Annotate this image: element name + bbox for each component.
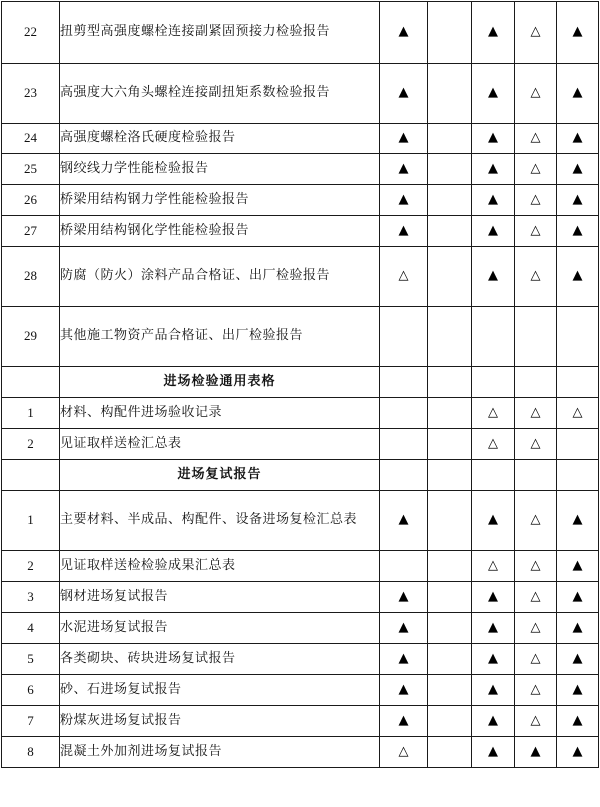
mark-cell: [428, 491, 472, 551]
mark-cell: [515, 154, 557, 185]
item-name: 钢材进场复试报告: [60, 582, 380, 613]
mark-cell: [472, 491, 515, 551]
mark-cell: [472, 706, 515, 737]
mark-cell: [428, 124, 472, 154]
mark-cell: [428, 675, 472, 706]
filled-triangle-icon: ▲: [488, 222, 498, 238]
filled-triangle-icon: ▲: [572, 743, 583, 759]
mark-cell: [515, 582, 557, 613]
item-name: 主要材料、半成品、构配件、设备进场复检汇总表: [60, 491, 380, 551]
mark-cell: [472, 582, 515, 613]
mark-cell: [380, 551, 428, 582]
mark-cell: [515, 367, 557, 398]
row-number: 23: [2, 64, 60, 124]
item-name: 粉煤灰进场复试报告: [60, 706, 380, 737]
table-row: [2, 491, 599, 551]
filled-triangle-icon: ▲: [488, 85, 498, 101]
item-name: 其他施工物资产品合格证、出厂检验报告: [60, 307, 380, 367]
filled-triangle-icon: ▲: [488, 268, 498, 284]
hollow-triangle-icon: △: [530, 222, 541, 238]
document-table: [1, 1, 599, 768]
table-row: [2, 737, 599, 768]
mark-cell: [472, 737, 515, 768]
hollow-triangle-icon: △: [530, 512, 541, 528]
mark-cell: [472, 216, 515, 247]
filled-triangle-icon: ▲: [398, 619, 409, 635]
filled-triangle-icon: ▲: [572, 268, 583, 284]
row-number: 27: [2, 216, 60, 247]
mark-cell: [428, 64, 472, 124]
mark-cell: [515, 706, 557, 737]
item-name: 高强度螺栓洛氏硬度检验报告: [60, 124, 380, 154]
mark-cell: [472, 247, 515, 307]
row-number: 6: [2, 675, 60, 706]
mark-cell: [472, 185, 515, 216]
mark-cell: [557, 185, 599, 216]
hollow-triangle-icon: △: [398, 268, 409, 284]
mark-cell: [557, 247, 599, 307]
mark-cell: [380, 737, 428, 768]
hollow-triangle-icon: △: [488, 404, 498, 420]
item-name: 桥梁用结构钢化学性能检验报告: [60, 216, 380, 247]
mark-cell: [380, 429, 428, 460]
mark-cell: [428, 706, 472, 737]
filled-triangle-icon: ▲: [572, 681, 583, 697]
row-number: 8: [2, 737, 60, 768]
mark-cell: [428, 2, 472, 64]
mark-cell: [472, 460, 515, 491]
mark-cell: [472, 307, 515, 367]
table-row: [2, 613, 599, 644]
row-number: 1: [2, 491, 60, 551]
row-number: 7: [2, 706, 60, 737]
mark-cell: [428, 613, 472, 644]
mark-cell: [428, 460, 472, 491]
item-name: 钢绞线力学性能检验报告: [60, 154, 380, 185]
section-number-cell: [2, 367, 60, 398]
hollow-triangle-icon: △: [530, 712, 541, 728]
item-name: 水泥进场复试报告: [60, 613, 380, 644]
item-name: 桥梁用结构钢力学性能检验报告: [60, 185, 380, 216]
filled-triangle-icon: ▲: [398, 588, 409, 604]
section-header-row: [2, 367, 599, 398]
filled-triangle-icon: ▲: [398, 160, 409, 176]
mark-cell: [557, 398, 599, 429]
mark-cell: [515, 737, 557, 768]
filled-triangle-icon: ▲: [488, 588, 498, 604]
item-name: 各类砌块、砖块进场复试报告: [60, 644, 380, 675]
mark-cell: [515, 429, 557, 460]
filled-triangle-icon: ▲: [398, 712, 409, 728]
table-row: [2, 307, 599, 367]
mark-cell: [380, 124, 428, 154]
mark-cell: [515, 491, 557, 551]
mark-cell: [557, 367, 599, 398]
filled-triangle-icon: ▲: [398, 681, 409, 697]
hollow-triangle-icon: △: [398, 743, 409, 759]
mark-cell: [557, 307, 599, 367]
filled-triangle-icon: ▲: [572, 191, 583, 207]
item-name: 见证取样送检检验成果汇总表: [60, 551, 380, 582]
filled-triangle-icon: ▲: [398, 85, 409, 101]
filled-triangle-icon: ▲: [572, 619, 583, 635]
filled-triangle-icon: ▲: [572, 712, 583, 728]
mark-cell: [380, 644, 428, 675]
mark-cell: [515, 64, 557, 124]
filled-triangle-icon: ▲: [488, 743, 498, 759]
mark-cell: [380, 307, 428, 367]
filled-triangle-icon: ▲: [572, 222, 583, 238]
mark-cell: [428, 398, 472, 429]
item-name: 砂、石进场复试报告: [60, 675, 380, 706]
table-row: [2, 675, 599, 706]
mark-cell: [557, 460, 599, 491]
hollow-triangle-icon: △: [530, 191, 541, 207]
item-name: 防腐（防火）涂料产品合格证、出厂检验报告: [60, 247, 380, 307]
mark-cell: [428, 429, 472, 460]
mark-cell: [515, 551, 557, 582]
mark-cell: [380, 675, 428, 706]
mark-cell: [380, 247, 428, 307]
mark-cell: [428, 551, 472, 582]
mark-cell: [472, 429, 515, 460]
hollow-triangle-icon: △: [530, 24, 541, 40]
section-header-row: [2, 460, 599, 491]
mark-cell: [557, 124, 599, 154]
mark-cell: [472, 398, 515, 429]
mark-cell: [472, 675, 515, 706]
hollow-triangle-icon: △: [530, 268, 541, 284]
row-number: 25: [2, 154, 60, 185]
mark-cell: [515, 216, 557, 247]
mark-cell: [557, 154, 599, 185]
table-row: [2, 582, 599, 613]
mark-cell: [557, 491, 599, 551]
mark-cell: [515, 675, 557, 706]
mark-cell: [557, 644, 599, 675]
filled-triangle-icon: ▲: [572, 588, 583, 604]
mark-cell: [557, 706, 599, 737]
filled-triangle-icon: ▲: [488, 650, 498, 666]
table-body: [2, 2, 599, 768]
filled-triangle-icon: ▲: [572, 24, 583, 40]
table-row: [2, 429, 599, 460]
mark-cell: [472, 124, 515, 154]
mark-cell: [472, 154, 515, 185]
table-row: [2, 706, 599, 737]
table-row: [2, 247, 599, 307]
mark-cell: [428, 582, 472, 613]
mark-cell: [428, 737, 472, 768]
mark-cell: [557, 613, 599, 644]
hollow-triangle-icon: △: [530, 681, 541, 697]
mark-cell: [472, 644, 515, 675]
mark-cell: [472, 551, 515, 582]
mark-cell: [380, 460, 428, 491]
filled-triangle-icon: ▲: [488, 24, 498, 40]
mark-cell: [380, 367, 428, 398]
filled-triangle-icon: ▲: [530, 743, 541, 759]
filled-triangle-icon: ▲: [398, 222, 409, 238]
section-title: 进场复试报告: [60, 460, 380, 491]
filled-triangle-icon: ▲: [488, 160, 498, 176]
row-number: 24: [2, 124, 60, 154]
filled-triangle-icon: ▲: [572, 85, 583, 101]
mark-cell: [515, 247, 557, 307]
item-name: 混凝土外加剂进场复试报告: [60, 737, 380, 768]
mark-cell: [428, 216, 472, 247]
mark-cell: [380, 613, 428, 644]
hollow-triangle-icon: △: [530, 435, 541, 451]
hollow-triangle-icon: △: [530, 160, 541, 176]
mark-cell: [380, 216, 428, 247]
mark-cell: [515, 644, 557, 675]
section-title: 进场检验通用表格: [60, 367, 380, 398]
hollow-triangle-icon: △: [530, 619, 541, 635]
row-number: 1: [2, 398, 60, 429]
mark-cell: [380, 398, 428, 429]
table-row: [2, 551, 599, 582]
row-number: 4: [2, 613, 60, 644]
hollow-triangle-icon: △: [530, 588, 541, 604]
mark-cell: [472, 367, 515, 398]
filled-triangle-icon: ▲: [398, 191, 409, 207]
hollow-triangle-icon: △: [530, 130, 541, 146]
filled-triangle-icon: ▲: [572, 650, 583, 666]
row-number: 29: [2, 307, 60, 367]
mark-cell: [557, 216, 599, 247]
row-number: 22: [2, 2, 60, 64]
filled-triangle-icon: ▲: [488, 512, 498, 528]
filled-triangle-icon: ▲: [488, 130, 498, 146]
mark-cell: [515, 398, 557, 429]
row-number: 2: [2, 429, 60, 460]
mark-cell: [557, 64, 599, 124]
filled-triangle-icon: ▲: [572, 130, 583, 146]
table-row: [2, 124, 599, 154]
filled-triangle-icon: ▲: [398, 512, 409, 528]
filled-triangle-icon: ▲: [572, 512, 583, 528]
filled-triangle-icon: ▲: [488, 712, 498, 728]
mark-cell: [515, 124, 557, 154]
mark-cell: [557, 551, 599, 582]
item-name: 材料、构配件进场验收记录: [60, 398, 380, 429]
filled-triangle-icon: ▲: [572, 160, 583, 176]
mark-cell: [428, 307, 472, 367]
mark-cell: [380, 64, 428, 124]
mark-cell: [428, 644, 472, 675]
item-name: 高强度大六角头螺栓连接副扭矩系数检验报告: [60, 64, 380, 124]
filled-triangle-icon: ▲: [488, 191, 498, 207]
item-name: 扭剪型高强度螺栓连接副紧固预接力检验报告: [60, 2, 380, 64]
hollow-triangle-icon: △: [572, 404, 583, 420]
mark-cell: [380, 491, 428, 551]
row-number: 5: [2, 644, 60, 675]
mark-cell: [380, 706, 428, 737]
mark-cell: [557, 2, 599, 64]
mark-cell: [380, 582, 428, 613]
filled-triangle-icon: ▲: [398, 650, 409, 666]
row-number: 26: [2, 185, 60, 216]
row-number: 28: [2, 247, 60, 307]
mark-cell: [428, 367, 472, 398]
mark-cell: [557, 737, 599, 768]
mark-cell: [472, 613, 515, 644]
row-number: 3: [2, 582, 60, 613]
filled-triangle-icon: ▲: [398, 24, 409, 40]
mark-cell: [557, 582, 599, 613]
table-row: [2, 64, 599, 124]
mark-cell: [557, 429, 599, 460]
hollow-triangle-icon: △: [530, 85, 541, 101]
mark-cell: [428, 154, 472, 185]
filled-triangle-icon: ▲: [488, 619, 498, 635]
item-name: 见证取样送检汇总表: [60, 429, 380, 460]
mark-cell: [472, 64, 515, 124]
filled-triangle-icon: ▲: [488, 681, 498, 697]
table-row: [2, 398, 599, 429]
mark-cell: [515, 460, 557, 491]
hollow-triangle-icon: △: [530, 404, 541, 420]
hollow-triangle-icon: △: [530, 557, 541, 573]
mark-cell: [557, 675, 599, 706]
mark-cell: [515, 307, 557, 367]
row-number: 2: [2, 551, 60, 582]
table-row: [2, 2, 599, 64]
mark-cell: [515, 2, 557, 64]
table-row: [2, 154, 599, 185]
filled-triangle-icon: ▲: [398, 130, 409, 146]
table-row: [2, 216, 599, 247]
mark-cell: [428, 247, 472, 307]
hollow-triangle-icon: △: [488, 557, 498, 573]
mark-cell: [515, 613, 557, 644]
section-number-cell: [2, 460, 60, 491]
filled-triangle-icon: ▲: [572, 557, 583, 573]
mark-cell: [428, 185, 472, 216]
mark-cell: [380, 185, 428, 216]
mark-cell: [380, 2, 428, 64]
mark-cell: [380, 154, 428, 185]
mark-cell: [472, 2, 515, 64]
hollow-triangle-icon: △: [530, 650, 541, 666]
mark-cell: [515, 185, 557, 216]
table-row: [2, 185, 599, 216]
table-row: [2, 644, 599, 675]
hollow-triangle-icon: △: [488, 435, 498, 451]
